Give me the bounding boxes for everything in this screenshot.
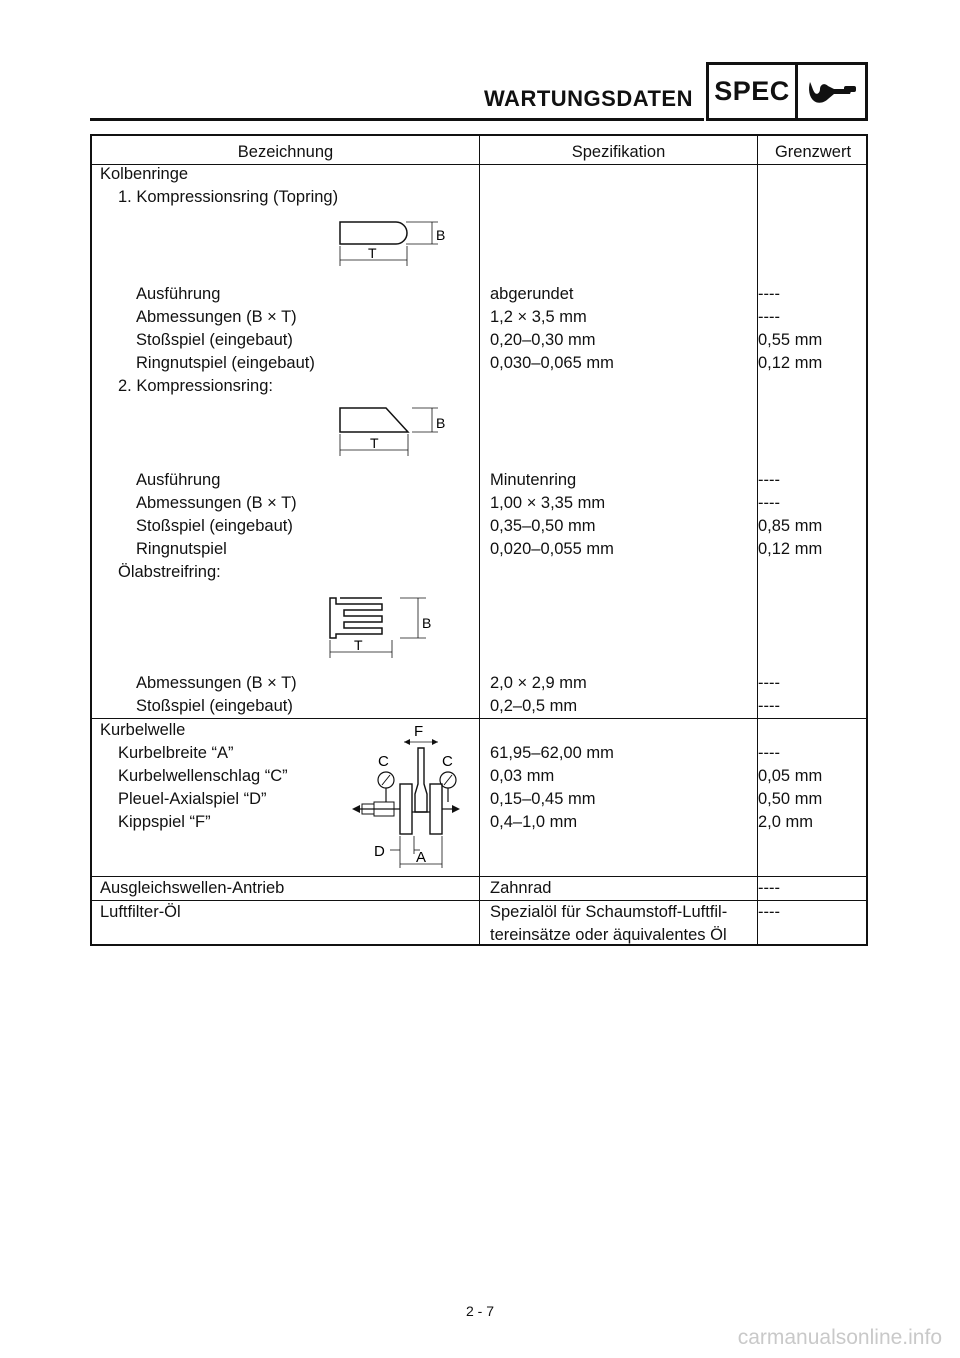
spec-label: Stoßspiel (eingebaut) xyxy=(136,331,293,349)
limit-value: ---- xyxy=(758,308,780,326)
limit-value: 0,12 mm xyxy=(758,540,823,558)
crankshaft-label-a: A xyxy=(416,849,427,866)
subsection-title: 1. Kompressionsring (Topring) xyxy=(118,188,339,206)
spec-label: Kurbelbreite “A” xyxy=(118,744,234,762)
dimension-label-t: T xyxy=(368,245,377,261)
spec-badge xyxy=(706,62,868,121)
row-divider xyxy=(92,164,866,165)
limit-value: ---- xyxy=(758,494,780,512)
limit-value: ---- xyxy=(758,674,780,692)
second-ring-diagram xyxy=(332,402,452,458)
section-title: Kolbenringe xyxy=(100,165,189,183)
dimension-label-t: T xyxy=(370,435,379,451)
spec-value: Spezialöl für Schaumstoff-Luftfil- xyxy=(490,903,728,921)
spec-label: Abmessungen (B × T) xyxy=(136,674,297,692)
page-title: WARTUNGSDATEN xyxy=(484,86,693,111)
dimension-label-b: B xyxy=(436,227,446,243)
top-ring-diagram xyxy=(332,216,452,268)
wrench-icon xyxy=(798,65,865,118)
dimension-label-b: B xyxy=(422,615,432,631)
row-divider xyxy=(92,900,866,901)
spec-label: Ausgleichswellen-Antrieb xyxy=(100,879,285,897)
oil-ring-diagram xyxy=(320,592,440,660)
watermark: carmanualsonline.info xyxy=(737,1326,942,1349)
crankshaft-label-f: F xyxy=(414,723,424,740)
spec-value: tereinsätze oder äquivalentes Öl xyxy=(490,926,727,944)
crankshaft-label-c-left: C xyxy=(378,753,389,770)
row-divider xyxy=(92,718,866,719)
spec-label: Ausführung xyxy=(136,285,221,303)
page-number: 2 - 7 xyxy=(465,1303,494,1319)
spec-value: 0,2–0,5 mm xyxy=(490,697,578,715)
spec-value: 0,15–0,45 mm xyxy=(490,790,596,808)
spec-label: Pleuel-Axialspiel “D” xyxy=(118,790,267,808)
spec-label: Stoßspiel (eingebaut) xyxy=(136,697,293,715)
header-rule xyxy=(90,118,704,121)
limit-value: 0,05 mm xyxy=(758,767,823,785)
crankshaft-diagram xyxy=(348,722,468,874)
column-divider xyxy=(479,136,480,944)
limit-value: ---- xyxy=(758,471,780,489)
limit-value: ---- xyxy=(758,285,780,303)
column-header-grenzwert: Grenzwert xyxy=(774,143,852,161)
limit-value: 2,0 mm xyxy=(758,813,814,831)
spec-value: 0,4–1,0 mm xyxy=(490,813,578,831)
dimension-label-b: B xyxy=(436,415,446,431)
spec-value: Minutenring xyxy=(490,471,577,489)
spec-label: Ausführung xyxy=(136,471,221,489)
spec-value: 0,020–0,055 mm xyxy=(490,540,614,558)
spec-label: Luftfilter-Öl xyxy=(100,903,181,921)
spec-value: 61,95–62,00 mm xyxy=(490,744,614,762)
spec-value: 0,03 mm xyxy=(490,767,555,785)
limit-value: ---- xyxy=(758,697,780,715)
subsection-title: Ölabstreifring: xyxy=(118,563,221,581)
spec-label: Ringnutspiel xyxy=(136,540,227,558)
column-header-spezifikation: Spezifikation xyxy=(571,143,666,161)
spec-value: 0,030–0,065 mm xyxy=(490,354,614,372)
limit-value: ---- xyxy=(758,879,780,897)
spec-value: 2,0 × 2,9 mm xyxy=(490,674,587,692)
spec-label: Kurbelwellenschlag “C” xyxy=(118,767,288,785)
spec-badge-label: SPEC xyxy=(709,65,798,118)
limit-value: 0,55 mm xyxy=(758,331,823,349)
crankshaft-label-c-right: C xyxy=(442,753,453,770)
spec-value: abgerundet xyxy=(490,285,574,303)
limit-value: 0,12 mm xyxy=(758,354,823,372)
spec-table xyxy=(90,134,868,946)
column-header-bezeichnung: Bezeichnung xyxy=(237,143,334,161)
subsection-title: 2. Kompressionsring: xyxy=(118,377,273,395)
spec-value: 0,20–0,30 mm xyxy=(490,331,596,349)
spec-label: Abmessungen (B × T) xyxy=(136,494,297,512)
spec-label: Kippspiel “F” xyxy=(118,813,211,831)
limit-value: ---- xyxy=(758,744,780,762)
limit-value: 0,85 mm xyxy=(758,517,823,535)
limit-value: 0,50 mm xyxy=(758,790,823,808)
limit-value: ---- xyxy=(758,903,780,921)
spec-value: 1,00 × 3,35 mm xyxy=(490,494,606,512)
spec-label: Ringnutspiel (eingebaut) xyxy=(136,354,315,372)
crankshaft-label-d: D xyxy=(374,843,385,860)
section-title: Kurbelwelle xyxy=(100,721,186,739)
spec-label: Stoßspiel (eingebaut) xyxy=(136,517,293,535)
spec-value: 0,35–0,50 mm xyxy=(490,517,596,535)
spec-label: Abmessungen (B × T) xyxy=(136,308,297,326)
spec-value: 1,2 × 3,5 mm xyxy=(490,308,587,326)
dimension-label-t: T xyxy=(354,637,363,653)
spec-value: Zahnrad xyxy=(490,879,552,897)
